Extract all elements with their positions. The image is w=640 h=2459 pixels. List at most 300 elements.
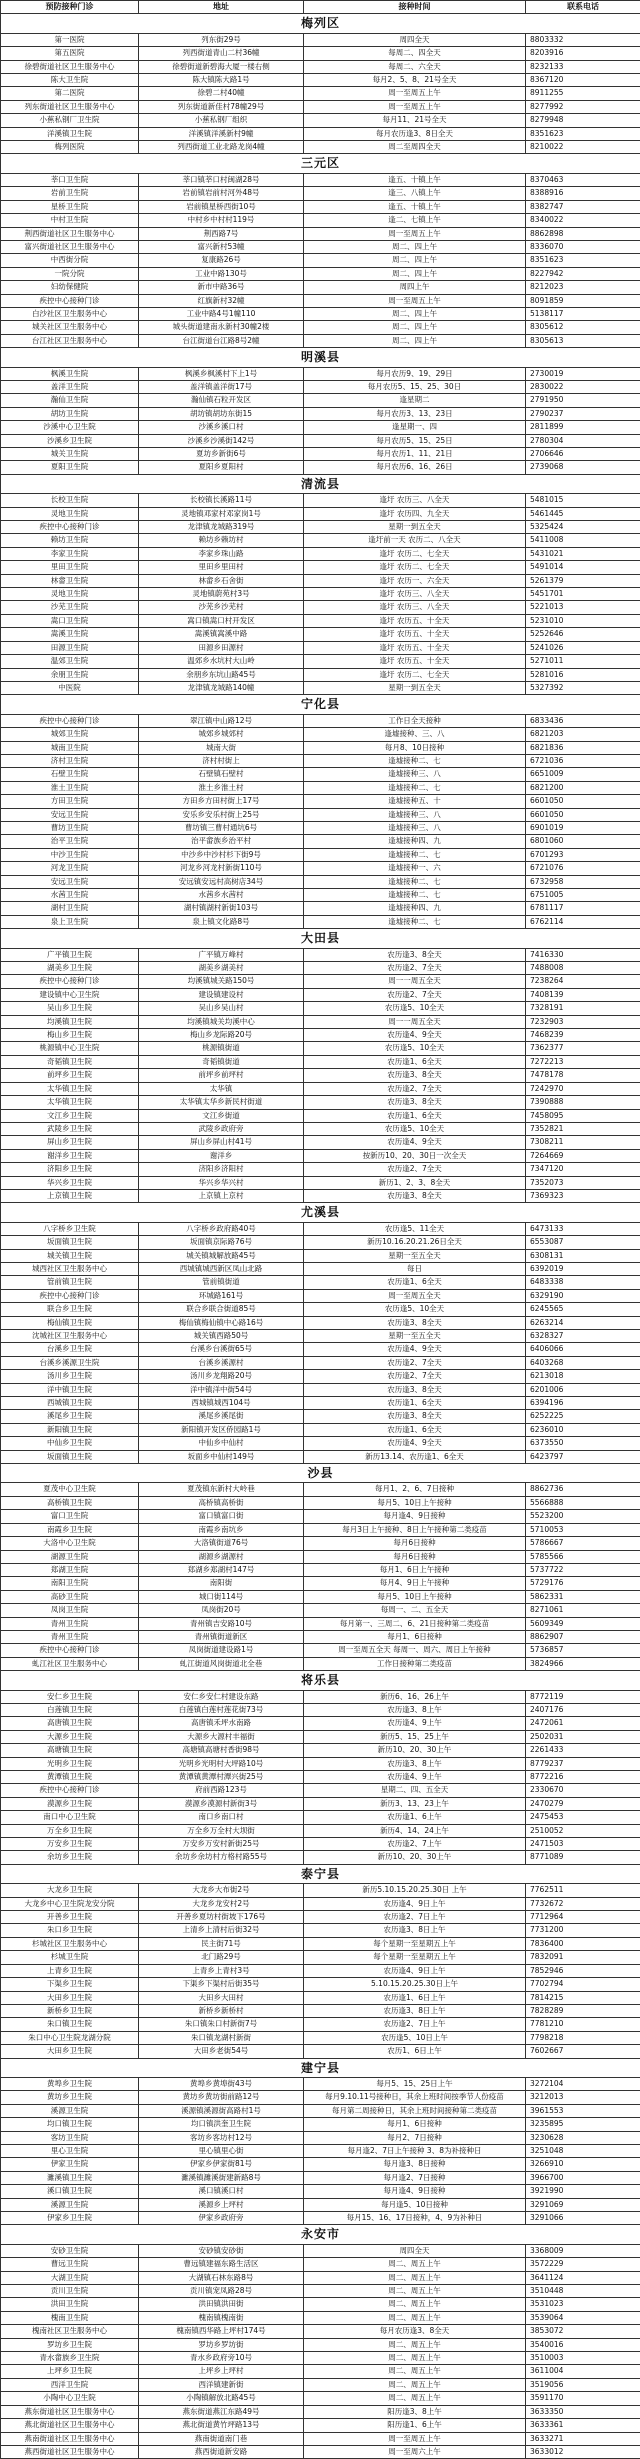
phone-cell: 3853072 <box>526 2325 640 2338</box>
table-row <box>1 1851 640 1864</box>
schedule-cell: 每日 <box>304 1262 526 1275</box>
schedule-cell: 每月5、10日上午接种 <box>304 1590 526 1603</box>
schedule-cell: 新历10、20、30上午 <box>304 1851 526 1864</box>
phone-cell: 8210022 <box>526 141 640 154</box>
table-row <box>1 1397 640 1410</box>
schedule-cell: 新历1、2、3、8全天 <box>304 1176 526 1189</box>
phone-cell: 7702794 <box>526 1978 640 1991</box>
schedule-cell: 每月第二周接种日，其余上班时间接种第二类疫苗 <box>304 2104 526 2117</box>
schedule-cell: 周二、周五上午 <box>304 2311 526 2324</box>
phone-cell: 7712964 <box>526 1911 640 1924</box>
address-cell: 伊家乡政府旁 <box>139 2212 304 2225</box>
address-cell: 莘口镇莘口村闽湖28号 <box>139 173 304 186</box>
address-cell: 济阳乡济阳村 <box>139 1163 304 1176</box>
phone-cell: 7242970 <box>526 1082 640 1095</box>
table-row <box>1 1510 640 1523</box>
schedule-cell: 农历逢5、10全天 <box>304 1122 526 1135</box>
table-row <box>1 915 640 928</box>
phone-cell: 7272213 <box>526 1055 640 1068</box>
table-row <box>1 1236 640 1249</box>
schedule-cell: 周二、周五上午 <box>304 2392 526 2405</box>
clinic-name-cell: 陈大卫生院 <box>1 74 139 87</box>
schedule-cell: 每月2、5、8、21号全天 <box>304 74 526 87</box>
table-row <box>1 1055 640 1068</box>
table-row <box>1 781 640 794</box>
clinic-name-cell: 城关镇卫生院 <box>1 1249 139 1262</box>
table-row <box>1 1149 640 1162</box>
address-cell: 里心镇里心街 <box>139 2144 304 2157</box>
phone-cell: 2706646 <box>526 448 640 461</box>
clinic-name-cell: 白莲镇卫生院 <box>1 1703 139 1716</box>
address-cell: 河龙乡河龙村新街110号 <box>139 862 304 875</box>
table-row <box>1 307 640 320</box>
phone-cell: 8862898 <box>526 227 640 240</box>
schedule-cell: 农历逢4、9日上午 <box>304 1964 526 1977</box>
table-row <box>1 862 640 875</box>
table-row <box>1 1757 640 1770</box>
address-cell: 淮土乡淮土村 <box>139 781 304 794</box>
phone-cell: 8388916 <box>526 187 640 200</box>
clinic-name-cell: 联合乡卫生院 <box>1 1303 139 1316</box>
address-cell: 郑湖乡郑湖村147号 <box>139 1563 304 1576</box>
address-cell: 余朋乡东坑山路45号 <box>139 668 304 681</box>
table-row <box>1 240 640 253</box>
address-cell: 建设镇建设村 <box>139 988 304 1001</box>
clinic-name-cell: 管前镇卫生院 <box>1 1276 139 1289</box>
phone-cell: 5252646 <box>526 628 640 641</box>
table-row <box>1 2365 640 2378</box>
table-row <box>1 1617 640 1630</box>
address-cell: 上坪乡上坪村 <box>139 2365 304 2378</box>
clinic-name-cell: 谢洋乡卫生院 <box>1 1149 139 1162</box>
schedule-cell: 逢五、十镇上午 <box>304 200 526 213</box>
clinic-name-cell: 屏山乡卫生院 <box>1 1136 139 1149</box>
clinic-name-cell: 燕北街道社区卫生服务中心 <box>1 2419 139 2432</box>
phone-cell: 6821203 <box>526 728 640 741</box>
address-cell: 溪源镇溪源街高路村1号 <box>139 2104 304 2117</box>
clinic-name-cell: 湖村卫生院 <box>1 902 139 915</box>
schedule-cell: 新历13.14、农历逢1、6全天 <box>304 1450 526 1463</box>
address-cell: 虬江街道风岗街道北全巷 <box>139 1657 304 1670</box>
clinic-name-cell: 郑湖卫生院 <box>1 1563 139 1576</box>
table-row <box>1 821 640 834</box>
clinic-name-cell: 疾控中心接种门诊 <box>1 1289 139 1302</box>
phone-cell: 2739068 <box>526 461 640 474</box>
address-cell: 方田乡方田村街上17号 <box>139 795 304 808</box>
section-row <box>1 1464 640 1483</box>
address-cell: 溪尾乡溪尾街 <box>139 1410 304 1423</box>
address-cell: 新阳镇开发区侨园路1号 <box>139 1423 304 1436</box>
schedule-cell: 每周一、二、五全天 <box>304 1604 526 1617</box>
phone-cell: 3230628 <box>526 2131 640 2144</box>
clinic-name-cell: 安砂卫生院 <box>1 2244 139 2257</box>
section-title: 沙县 <box>1 1464 640 1483</box>
table-row <box>1 1069 640 1082</box>
table-row <box>1 1703 640 1716</box>
address-cell: 石壁镇石壁村 <box>139 768 304 781</box>
table-row <box>1 1496 640 1509</box>
phone-cell: 7408139 <box>526 988 640 1001</box>
clinic-name-cell: 列东街道社区卫生服务中心 <box>1 100 139 113</box>
clinic-name-cell: 广平镇卫生院 <box>1 948 139 961</box>
phone-cell: 5281016 <box>526 668 640 681</box>
section-row <box>1 14 640 33</box>
table-row <box>1 1884 640 1897</box>
table-row <box>1 2419 640 2432</box>
schedule-cell: 农历逢1、6全天 <box>304 1055 526 1068</box>
address-cell: 八字桥乡政府路40号 <box>139 1222 304 1235</box>
schedule-cell: 逢圩 农历五、十全天 <box>304 655 526 668</box>
table-row <box>1 1924 640 1937</box>
phone-cell: 5710053 <box>526 1523 640 1536</box>
address-cell: 安远镇安远村高树店34号 <box>139 875 304 888</box>
address-cell: 翠江镇中山路12号 <box>139 714 304 727</box>
section-title: 清流县 <box>1 474 640 493</box>
clinic-name-cell: 文江乡卫生院 <box>1 1109 139 1122</box>
address-cell: 坂面乡中仙村149号 <box>139 1450 304 1463</box>
schedule-cell: 农历逢4、9上午 <box>304 1771 526 1784</box>
phone-cell: 3540016 <box>526 2338 640 2351</box>
address-cell: 高塘镇高塘村香街98号 <box>139 1744 304 1757</box>
clinic-name-cell: 八字桥乡卫生院 <box>1 1222 139 1235</box>
address-cell: 高桥镇高桥街 <box>139 1496 304 1509</box>
schedule-cell: 新历5、15、25上午 <box>304 1730 526 1743</box>
address-cell: 青州镇吉安路10号 <box>139 1617 304 1630</box>
schedule-cell: 星期一至五全天 <box>304 1330 526 1343</box>
clinic-name-cell: 疾控中心接种门诊 <box>1 975 139 988</box>
section-row <box>1 348 640 367</box>
clinic-name-cell: 青水畲族乡卫生院 <box>1 2352 139 2365</box>
address-cell: 环城路161号 <box>139 1289 304 1302</box>
schedule-cell: 每月1、6日接种 <box>304 1630 526 1643</box>
address-cell: 大湖镇石林东路8号 <box>139 2271 304 2284</box>
clinic-name-cell: 溪尾乡卫生院 <box>1 1410 139 1423</box>
schedule-cell: 逢墟接种五、十 <box>304 795 526 808</box>
phone-cell: 6821200 <box>526 781 640 794</box>
table-row <box>1 141 640 154</box>
address-cell: 安乐乡安乐村街上25号 <box>139 808 304 821</box>
clinic-name-cell: 小蕉私钢厂卫生院 <box>1 114 139 127</box>
schedule-cell: 逢墟接种三、八 <box>304 821 526 834</box>
clinic-name-cell: 客坊卫生院 <box>1 2131 139 2144</box>
address-cell: 客坊乡客坊村12号 <box>139 2131 304 2144</box>
schedule-cell: 逢墟接种四、九 <box>304 902 526 915</box>
address-cell: 槐南镇西华路上坪村174号 <box>139 2325 304 2338</box>
section-title: 将乐县 <box>1 1671 640 1690</box>
address-cell: 吴山乡吴山村 <box>139 1002 304 1015</box>
table-row <box>1 1771 640 1784</box>
table-row <box>1 33 640 46</box>
table-row <box>1 1690 640 1703</box>
address-cell: 徐碧街道新碧海大厦一楼右侧 <box>139 60 304 73</box>
phone-cell: 5261379 <box>526 574 640 587</box>
table-row <box>1 948 640 961</box>
address-cell: 曹坊镇三曹村通坑6号 <box>139 821 304 834</box>
schedule-cell: 阳历逢1、6上午 <box>304 2419 526 2432</box>
phone-cell: 7232903 <box>526 1015 640 1028</box>
schedule-cell: 每月5、15、25日上午 <box>304 2077 526 2090</box>
clinic-name-cell: 曹坊卫生院 <box>1 821 139 834</box>
schedule-cell: 周二、四上午 <box>304 267 526 280</box>
phone-cell: 6732958 <box>526 875 640 888</box>
schedule-cell: 逢圩 农历五、十全天 <box>304 614 526 627</box>
phone-cell: 7798218 <box>526 2031 640 2044</box>
phone-cell: 8277992 <box>526 100 640 113</box>
phone-cell: 8772119 <box>526 1690 640 1703</box>
schedule-cell: 农历1、6日上午 <box>304 2045 526 2058</box>
table-row <box>1 1483 640 1496</box>
table-row <box>1 808 640 821</box>
schedule-cell: 每月15、16、17日接种，4、9为补种日 <box>304 2212 526 2225</box>
clinic-name-cell: 第一医院 <box>1 33 139 46</box>
table-row <box>1 1370 640 1383</box>
clinic-name-cell: 均口镇卫生院 <box>1 2118 139 2131</box>
clinic-name-cell: 城南卫生院 <box>1 741 139 754</box>
table-row <box>1 1784 640 1797</box>
table-row <box>1 173 640 186</box>
table-row <box>1 1523 640 1536</box>
address-cell: 中村乡中村村119号 <box>139 214 304 227</box>
table-row <box>1 2004 640 2017</box>
clinic-name-cell: 台溪乡卫生院 <box>1 1343 139 1356</box>
schedule-cell: 周一至周五全天 每周一、周六、周日上午接种 <box>304 1644 526 1657</box>
clinic-name-cell: 沙溪乡卫生院 <box>1 434 139 447</box>
phone-cell: 3921990 <box>526 2185 640 2198</box>
schedule-cell: 农历逢2、7日上午 <box>304 1911 526 1924</box>
table-row <box>1 1657 640 1670</box>
clinic-name-cell: 第五医院 <box>1 47 139 60</box>
phone-cell: 6721036 <box>526 754 640 767</box>
address-cell: 燕南街道南门巷 <box>139 2432 304 2445</box>
schedule-cell: 逢墟接种四、九 <box>304 835 526 848</box>
phone-cell: 5451701 <box>526 588 640 601</box>
clinic-name-cell: 胡坊卫生院 <box>1 407 139 420</box>
schedule-cell: 周二、周五上午 <box>304 2338 526 2351</box>
address-cell: 灵地镇邓家村邓家岗1号 <box>139 507 304 520</box>
phone-cell: 2780304 <box>526 434 640 447</box>
schedule-cell: 逢五、十镇上午 <box>304 173 526 186</box>
schedule-cell: 每月农历9、19、29日 <box>304 367 526 380</box>
phone-cell: 3591170 <box>526 2392 640 2405</box>
clinic-name-cell: 大龙乡中心卫生院龙安分院 <box>1 1897 139 1910</box>
table-row <box>1 1450 640 1463</box>
schedule-cell: 周一至周五上午 <box>304 87 526 100</box>
phone-cell: 3251048 <box>526 2144 640 2157</box>
schedule-cell: 星期一至五全天 <box>304 1249 526 1262</box>
address-cell: 湖源乡湖源村 <box>139 1550 304 1563</box>
clinic-name-cell: 溪源卫生院 <box>1 2198 139 2211</box>
table-row <box>1 574 640 587</box>
address-cell: 新市中路36号 <box>139 281 304 294</box>
schedule-cell: 农历逢3、8上午 <box>304 1757 526 1770</box>
phone-cell: 7238264 <box>526 975 640 988</box>
schedule-cell: 每个星期一至星期五上午 <box>304 1951 526 1964</box>
clinic-name-cell: 坂面镇卫生院 <box>1 1450 139 1463</box>
table-row <box>1 902 640 915</box>
phone-cell: 6252225 <box>526 1410 640 1423</box>
clinic-name-cell: 高塘镇卫生院 <box>1 1744 139 1757</box>
address-cell: 岩前镇岩前村河外48号 <box>139 187 304 200</box>
clinic-name-cell: 大田乡卫生院 <box>1 2045 139 2058</box>
address-cell: 安仁乡安仁村建设东路 <box>139 1690 304 1703</box>
address-cell: 黄埠乡黄埠街43号 <box>139 2077 304 2090</box>
phone-cell: 6329190 <box>526 1289 640 1302</box>
schedule-cell: 逢圩 农历二、七全天 <box>304 547 526 560</box>
address-cell: 洋中镇洋中街54号 <box>139 1383 304 1396</box>
phone-cell: 8862736 <box>526 1483 640 1496</box>
phone-cell: 7390888 <box>526 1096 640 1109</box>
schedule-cell: 农历逢2、7全天 <box>304 962 526 975</box>
schedule-cell: 逢墟接种三、八 <box>304 768 526 781</box>
address-cell: 田源乡田源村 <box>139 641 304 654</box>
address-cell: 城关镇城解放路45号 <box>139 1249 304 1262</box>
phone-cell: 8279948 <box>526 114 640 127</box>
address-cell: 溪口镇溪口村 <box>139 2185 304 2198</box>
table-row <box>1 2158 640 2171</box>
clinic-name-cell: 光明乡卫生院 <box>1 1757 139 1770</box>
table-row <box>1 1991 640 2004</box>
address-cell: 太华镇 <box>139 1082 304 1095</box>
address-cell: 温郊乡水坑村大山岭 <box>139 655 304 668</box>
table-row <box>1 655 640 668</box>
phone-cell: 5862331 <box>526 1590 640 1603</box>
table-row <box>1 534 640 547</box>
address-cell: 青州镇街道新区 <box>139 1630 304 1643</box>
address-cell: 高唐镇禾坪水南路 <box>139 1717 304 1730</box>
table-row <box>1 668 640 681</box>
schedule-cell: 每月1、6日接种 <box>304 2118 526 2131</box>
clinic-name-cell: 溪源卫生院 <box>1 2104 139 2117</box>
address-cell: 南阳街 <box>139 1577 304 1590</box>
address-cell: 北门路29号 <box>139 1951 304 1964</box>
clinic-name-cell: 疾控中心接种门诊 <box>1 1784 139 1797</box>
schedule-cell: 农历逢4、9日上午 <box>304 1897 526 1910</box>
schedule-cell: 周二、四上午 <box>304 321 526 334</box>
clinic-name-cell: 青州卫生院 <box>1 1617 139 1630</box>
phone-cell: 3510448 <box>526 2285 640 2298</box>
table-row <box>1 2131 640 2144</box>
clinic-name-cell: 沙溪中心卫生院 <box>1 421 139 434</box>
table-row <box>1 1356 640 1369</box>
clinic-name-cell: 朱口中心卫生院龙湖分院 <box>1 2031 139 2044</box>
phone-cell: 6483338 <box>526 1276 640 1289</box>
schedule-cell: 逢圩 农历二、七全天 <box>304 561 526 574</box>
schedule-cell: 农历逢3、8全天 <box>304 1383 526 1396</box>
schedule-cell: 逢圩前一天 农历二、八全天 <box>304 534 526 547</box>
table-row <box>1 2198 640 2211</box>
phone-cell: 7732672 <box>526 1897 640 1910</box>
section-row <box>1 1671 640 1690</box>
table-row <box>1 380 640 393</box>
schedule-cell: 周二、周五上午 <box>304 2258 526 2271</box>
address-cell: 城口街114号 <box>139 1590 304 1603</box>
table-row <box>1 1797 640 1810</box>
clinic-name-cell: 高桥镇卫生院 <box>1 1496 139 1509</box>
table-row <box>1 1824 640 1837</box>
clinic-name-cell: 高砂卫生院 <box>1 1590 139 1603</box>
phone-cell: 7362377 <box>526 1042 640 1055</box>
table-row <box>1 448 640 461</box>
table-row <box>1 1537 640 1550</box>
schedule-cell: 逢墟接种二、七 <box>304 889 526 902</box>
schedule-cell: 周四全天 <box>304 33 526 46</box>
clinic-name-cell: 城关社区卫生服务中心 <box>1 321 139 334</box>
address-cell: 桃源镇街道 <box>139 1042 304 1055</box>
schedule-cell: 周二、四上午 <box>304 334 526 347</box>
schedule-cell: 农历逢1、6日上午 <box>304 1991 526 2004</box>
address-cell: 坂面镇京际路76号 <box>139 1236 304 1249</box>
table-row <box>1 795 640 808</box>
table-row <box>1 1630 640 1643</box>
clinic-name-cell: 治平卫生院 <box>1 835 139 848</box>
table-row <box>1 1176 640 1189</box>
address-cell: 贡川镇宠凤路28号 <box>139 2285 304 2298</box>
clinic-name-cell: 大源乡卫生院 <box>1 1730 139 1743</box>
clinic-name-cell: 水茜卫生院 <box>1 889 139 902</box>
schedule-cell: 农历逢2、7日上午 <box>304 2018 526 2031</box>
address-cell: 夏阳乡夏阳村 <box>139 461 304 474</box>
phone-cell: 7731200 <box>526 1924 640 1937</box>
table-row <box>1 281 640 294</box>
clinic-name-cell: 石壁卫生院 <box>1 768 139 781</box>
address-cell: 白莲镇白莲村莲花街73号 <box>139 1703 304 1716</box>
address-cell: 陈大镇陈大路1号 <box>139 74 304 87</box>
schedule-cell: 农历逢1、6全天 <box>304 1397 526 1410</box>
clinic-name-cell: 濉溪镇卫生院 <box>1 2171 139 2184</box>
table-row <box>1 988 640 1001</box>
header-phone: 联系电话 <box>526 1 640 14</box>
phone-cell: 2510052 <box>526 1824 640 1837</box>
clinic-name-cell: 梅列医院 <box>1 141 139 154</box>
address-cell: 黄潭镇黄潭村潭兴街25号 <box>139 1771 304 1784</box>
clinic-name-cell: 洪田卫生院 <box>1 2298 139 2311</box>
schedule-cell: 每月2、7日接种 <box>304 2131 526 2144</box>
address-cell: 梅山乡龙际路20号 <box>139 1029 304 1042</box>
table-row <box>1 1249 640 1262</box>
address-cell: 泉上镇文化路8号 <box>139 915 304 928</box>
table-row <box>1 47 640 60</box>
clinic-name-cell: 灵地卫生院 <box>1 588 139 601</box>
clinic-name-cell: 建设镇中心卫生院 <box>1 988 139 1001</box>
table-row <box>1 2378 640 2391</box>
phone-cell: 2502031 <box>526 1730 640 1743</box>
phone-cell: 8382747 <box>526 200 640 213</box>
address-cell: 胡坊镇胡坊东街15 <box>139 407 304 420</box>
clinic-name-cell: 湖美乡卫生院 <box>1 962 139 975</box>
schedule-cell: 农历逢2、7全天 <box>304 1370 526 1383</box>
phone-cell: 6833436 <box>526 714 640 727</box>
clinic-name-cell: 嵩口卫生院 <box>1 614 139 627</box>
phone-cell: 6821836 <box>526 741 640 754</box>
phone-cell: 5221013 <box>526 601 640 614</box>
clinic-name-cell: 罗坊乡卫生院 <box>1 2338 139 2351</box>
clinic-name-cell: 桃源镇中心卫生院 <box>1 1042 139 1055</box>
phone-cell: 8803332 <box>526 33 640 46</box>
address-cell: 城头街道建南永新村30幢2楼 <box>139 321 304 334</box>
schedule-cell: 农历逢5、10全天 <box>304 1042 526 1055</box>
phone-cell: 5271011 <box>526 655 640 668</box>
table-row <box>1 2325 640 2338</box>
address-cell: 中仙乡中仙村 <box>139 1437 304 1450</box>
address-cell: 光明乡光明村大坪路10号 <box>139 1757 304 1770</box>
address-cell: 凤岗街20号 <box>139 1604 304 1617</box>
address-cell: 西洋镇建新街 <box>139 2378 304 2391</box>
schedule-cell: 每月8、10日接种 <box>304 741 526 754</box>
phone-cell: 7328191 <box>526 1002 640 1015</box>
table-row <box>1 1577 640 1590</box>
address-cell: 富口镇富口街 <box>139 1510 304 1523</box>
clinic-name-cell: 奇韬镇卫生院 <box>1 1055 139 1068</box>
